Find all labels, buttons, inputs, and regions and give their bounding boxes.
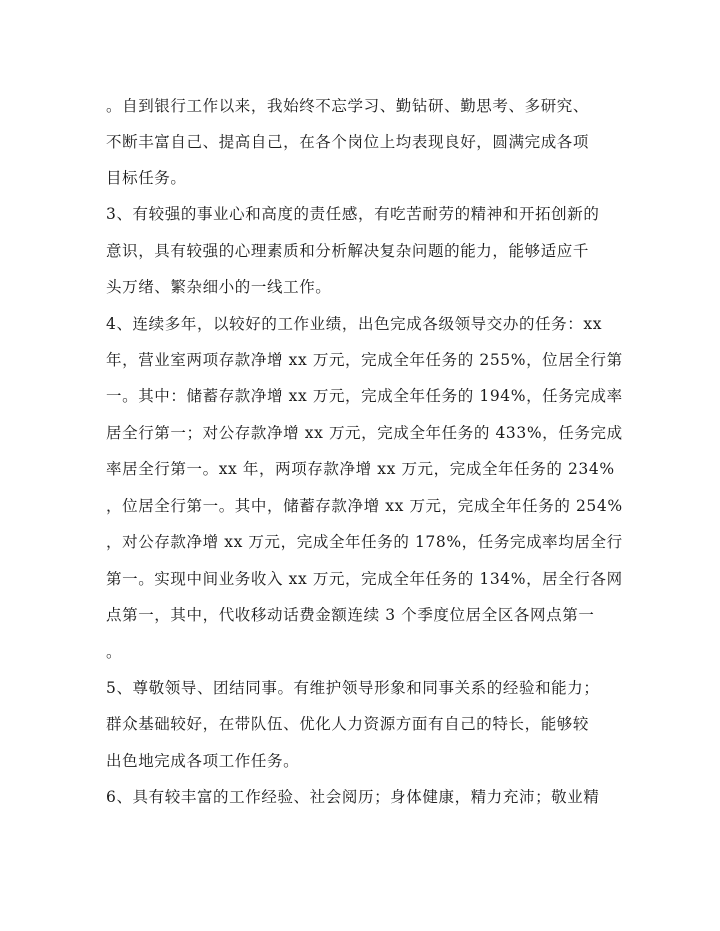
text-line: 第一。实现中间业务收入 xx 万元，完成全年任务的 134%，居全行各网 <box>106 570 623 588</box>
text-line: 。 <box>106 643 123 661</box>
text-line: 4、连续多年，以较好的工作业绩，出色完成各级领导交办的任务：xx <box>106 315 603 333</box>
text-line: 年，营业室两项存款净增 xx 万元，完成全年任务的 255%，位居全行第 <box>106 351 623 369</box>
text-line: 一。其中：储蓄存款净增 xx 万元，完成全年任务的 194%，任务完成率 <box>106 387 623 405</box>
text-line: 意识，具有较强的心理素质和分析解决复杂问题的能力，能够适应千 <box>106 242 590 260</box>
text-line: 率居全行第一。xx 年，两项存款净增 xx 万元，完成全年任务的 234% <box>106 460 615 478</box>
text-line: ，对公存款净增 xx 万元，完成全年任务的 178%，任务完成率均居全行 <box>106 533 623 551</box>
text-line: 。自到银行工作以来，我始终不忘学习、勤钻研、勤思考、多研究、 <box>106 97 590 115</box>
text-line: 目标任务。 <box>106 169 187 187</box>
text-line: 点第一，其中，代收移动话费金额连续 3 个季度位居全区各网点第一 <box>106 606 595 624</box>
text-line: 5、尊敬领导、团结同事。有维护领导形象和同事关系的经验和能力； <box>106 679 600 697</box>
text-line: 群众基础较好，在带队伍、优化人力资源方面有自己的特长，能够较 <box>106 715 590 733</box>
text-line: 不断丰富自己、提高自己，在各个岗位上均表现良好，圆满完成各项 <box>106 133 590 151</box>
text-line: ，位居全行第一。其中，储蓄存款净增 xx 万元，完成全年任务的 254% <box>106 497 623 515</box>
text-line: 出色地完成各项工作任务。 <box>106 752 300 770</box>
text-line: 6、具有较丰富的工作经验、社会阅历；身体健康，精力充沛；敬业精 <box>106 788 600 806</box>
text-line: 居全行第一；对公存款净增 xx 万元，完成全年任务的 433%，任务完成 <box>106 424 623 442</box>
text-line: 3、有较强的事业心和高度的责任感，有吃苦耐劳的精神和开拓创新的 <box>106 205 600 223</box>
text-line: 头万绪、繁杂细小的一线工作。 <box>106 278 332 296</box>
